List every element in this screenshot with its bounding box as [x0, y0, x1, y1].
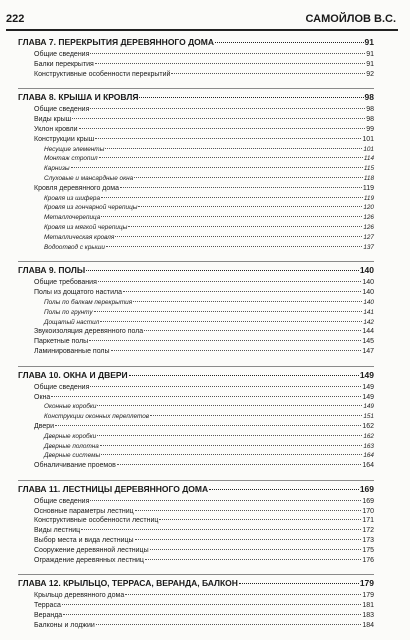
toc-subentry-text: Несущие элементы: [44, 145, 105, 153]
toc-subentry[interactable]: [18, 145, 374, 155]
toc-entry-text: Звукоизоляция деревянного пола: [34, 328, 144, 336]
toc-entry[interactable]: [18, 591, 374, 601]
toc-entry-text: Конструктивные особенности лестниц: [34, 517, 159, 525]
toc-subentry-text: Дощатый настил: [44, 318, 100, 326]
page-ref: 184: [362, 621, 374, 629]
dot-leader: [79, 128, 366, 129]
toc-subentry[interactable]: [18, 442, 374, 452]
chapter-title-text: ГЛАВА 10. ОКНА И ДВЕРИ: [18, 369, 128, 380]
page-ref: 120: [363, 204, 374, 212]
page-ref: 144: [362, 328, 374, 336]
toc-entry[interactable]: [18, 347, 374, 357]
toc-entry-text: Общие сведения: [34, 51, 90, 58]
page-ref: 164: [363, 452, 374, 460]
dot-leader: [120, 187, 362, 188]
toc-subentry[interactable]: [18, 194, 374, 204]
toc-entry[interactable]: [18, 497, 374, 507]
page-ref: 151: [363, 413, 374, 421]
chapter-section: [18, 36, 374, 79]
page-ref: 91: [366, 60, 374, 68]
dot-leader: [215, 42, 364, 43]
dot-leader: [134, 177, 363, 178]
page-ref: 115: [363, 165, 374, 173]
toc-entry[interactable]: [18, 60, 374, 70]
toc-entry-text: Общие требования: [34, 279, 97, 287]
page-ref: 140: [362, 279, 374, 287]
toc-entry-text: Веранда: [34, 612, 63, 620]
toc-subentry-text: Кровля из мягкой черепицы: [44, 223, 128, 231]
dot-leader: [150, 415, 362, 416]
toc-subentry[interactable]: [18, 213, 374, 223]
dot-leader: [89, 340, 361, 341]
toc-subentry-text: Карнизы: [44, 165, 70, 173]
dot-leader: [145, 559, 361, 560]
chapter-title-text: ГЛАВА 7. ПЕРЕКРЫТИЯ ДЕРЕВЯННОГО ДОМА: [18, 37, 214, 47]
page-ref: 179: [359, 578, 374, 589]
toc-entry[interactable]: [18, 383, 374, 393]
toc-subentry[interactable]: [18, 164, 374, 174]
page-ref: 140: [362, 289, 374, 297]
page-ref: 140: [359, 265, 374, 276]
toc-entry[interactable]: [18, 135, 374, 145]
toc-subentry-text: Дверные системы: [44, 452, 101, 460]
toc-entry[interactable]: [18, 393, 374, 403]
toc-entry-text: Общие сведения: [34, 383, 90, 391]
toc-entry-text: Балки перекрытия: [34, 60, 94, 68]
dot-leader: [138, 206, 362, 207]
chapter-title[interactable]: [18, 577, 374, 590]
page-ref: 171: [362, 517, 374, 525]
toc-entry[interactable]: [18, 461, 374, 471]
dot-leader: [55, 425, 361, 426]
dot-leader: [99, 157, 363, 158]
toc-entry-text: Основные параметры лестниц: [34, 507, 134, 515]
dot-leader: [51, 396, 361, 397]
dot-leader: [144, 330, 361, 331]
chapter-title[interactable]: [18, 36, 374, 49]
toc-subentry[interactable]: [18, 451, 374, 461]
dot-leader: [81, 529, 361, 530]
dot-leader: [90, 386, 361, 387]
dot-leader: [71, 167, 363, 168]
toc-entry[interactable]: [18, 50, 374, 60]
dot-leader: [117, 464, 362, 465]
page-ref: 169: [362, 497, 374, 505]
toc-entry[interactable]: [18, 536, 374, 546]
toc-entry[interactable]: [18, 184, 374, 194]
toc-entry[interactable]: [18, 125, 374, 135]
toc-entry[interactable]: [18, 327, 374, 337]
toc-subentry[interactable]: [18, 318, 374, 328]
page-ref: 145: [362, 338, 374, 346]
chapter-title-text: ГЛАВА 8. КРЫША И КРОВЛЯ: [18, 92, 139, 103]
dot-leader: [97, 405, 362, 406]
toc-entry-text: Окна: [34, 393, 51, 401]
dot-leader: [95, 63, 365, 64]
dot-leader: [209, 489, 359, 490]
toc-entry[interactable]: [18, 611, 374, 621]
toc-entry-text: Паркетные полы: [34, 338, 89, 346]
page-ref: 149: [362, 383, 374, 391]
dot-leader: [139, 97, 363, 98]
chapter-title[interactable]: [18, 369, 374, 382]
toc-entry-text: Уклон кровли: [34, 125, 78, 133]
dot-leader: [129, 375, 359, 376]
page-ref: 176: [362, 556, 374, 564]
page-ref: 119: [362, 184, 374, 192]
dot-leader: [86, 270, 359, 271]
toc-entry[interactable]: [18, 422, 374, 432]
toc-entry[interactable]: [18, 621, 374, 631]
toc-entry-text: Виды крыш: [34, 116, 72, 124]
toc-entry-text: Полы из дощатого настила: [34, 289, 122, 297]
toc-subentry[interactable]: [18, 308, 374, 318]
dot-leader: [101, 454, 362, 455]
dot-leader: [135, 539, 362, 540]
page-ref: 147: [362, 347, 374, 355]
toc-entry-text: Ламинированные полы: [34, 347, 110, 355]
page-ref: 162: [363, 432, 374, 440]
toc-subentry[interactable]: [18, 412, 374, 422]
dot-leader: [100, 445, 362, 446]
dot-leader: [94, 311, 363, 312]
toc-entry[interactable]: [18, 556, 374, 566]
toc-subentry[interactable]: [18, 154, 374, 164]
toc-entry[interactable]: [18, 288, 374, 298]
toc-entry-text: Общие сведения: [34, 106, 90, 114]
dot-leader: [239, 583, 359, 584]
page-ref: 126: [363, 223, 374, 231]
chapter-section: [18, 366, 374, 471]
dot-leader: [96, 624, 362, 625]
dot-leader: [98, 281, 361, 282]
page-ref: 98: [364, 92, 374, 103]
chapter-title-text: ГЛАВА 9. ПОЛЫ: [18, 265, 86, 276]
page-ref: 137: [363, 243, 374, 251]
toc-entry-text: Конструкции крыш: [34, 135, 95, 143]
page-ref: 91: [366, 51, 374, 58]
dot-leader: [72, 118, 365, 119]
toc-subentry-text: Кровля из шифера: [44, 194, 101, 202]
toc-entry[interactable]: [18, 526, 374, 536]
chapter-section: [18, 574, 374, 630]
toc-entry-text: Двери: [34, 422, 55, 430]
toc-entry-text: Сооружение деревянной лестницы: [34, 546, 149, 554]
dot-leader: [111, 350, 362, 351]
dot-leader: [105, 148, 362, 149]
dot-leader: [115, 236, 362, 237]
chapter-section: [18, 261, 374, 356]
toc-subentry[interactable]: [18, 243, 374, 253]
page-ref: 92: [366, 70, 374, 78]
toc-entry-text: Выбор места и вида лестницы: [34, 537, 134, 545]
dot-leader: [133, 301, 362, 302]
dot-leader: [101, 216, 362, 217]
page-ref: 101: [362, 135, 374, 143]
toc-subentry[interactable]: [18, 432, 374, 442]
dot-leader: [90, 500, 361, 501]
page-ref: 127: [363, 233, 374, 241]
toc-entry[interactable]: [18, 278, 374, 288]
page-ref: 91: [364, 37, 374, 47]
toc-subentry-text: Оконные коробки: [44, 403, 97, 411]
toc-subentry-text: Полы по грунту: [44, 308, 93, 316]
page-ref: 169: [359, 483, 374, 494]
toc-subentry-text: Металлочерепица: [44, 214, 101, 222]
toc-entry-text: Ограждение деревянных лестниц: [34, 556, 144, 564]
page-number: 222: [6, 13, 25, 25]
page-ref: 101: [363, 145, 374, 153]
toc-subentry-text: Полы по балкам перекрытия: [44, 298, 133, 306]
page-ref: 172: [362, 527, 374, 535]
chapter-title-text: ГЛАВА 12. КРЫЛЬЦО, ТЕРРАСА, ВЕРАНДА, БАЛКОН: [18, 578, 238, 589]
page-ref: 163: [363, 442, 374, 450]
toc-entry-text: Обналичивание проемов: [34, 462, 116, 470]
page-ref: 140: [363, 298, 374, 306]
toc-subentry-text: Дверные коробки: [44, 432, 97, 440]
page-ref: 179: [362, 592, 374, 600]
toc-subentry-text: Металлическая кровля: [44, 233, 115, 241]
toc-entry-text: Крыльцо деревянного дома: [34, 592, 125, 600]
page-ref: 173: [362, 537, 374, 545]
toc-entry-text: Конструктивные особенности перекрытий: [34, 70, 171, 78]
chapter-section: [18, 480, 374, 566]
page-ref: 126: [363, 214, 374, 222]
page-header: [6, 13, 398, 31]
toc-subentry-text: Монтаж стропил: [44, 155, 98, 163]
page-ref: 98: [366, 106, 374, 114]
dot-leader: [150, 549, 362, 550]
dot-leader: [123, 291, 361, 292]
toc-entry-text: Терраса: [34, 602, 61, 610]
dot-leader: [135, 510, 362, 511]
page-ref: 149: [363, 403, 374, 411]
dot-leader: [95, 138, 361, 139]
page-ref: 175: [362, 546, 374, 554]
page-ref: 142: [363, 318, 374, 326]
dot-leader: [63, 614, 361, 615]
chapter-section: [18, 88, 374, 252]
toc-entry-text: Общие сведения: [34, 497, 90, 505]
dot-leader: [97, 435, 362, 436]
toc-entry[interactable]: [18, 507, 374, 517]
dot-leader: [90, 108, 365, 109]
page-ref: 118: [363, 174, 374, 182]
dot-leader: [100, 321, 362, 322]
toc-entry[interactable]: [18, 115, 374, 125]
toc-entry[interactable]: [18, 546, 374, 556]
page-ref: 164: [362, 462, 374, 470]
page-ref: 149: [362, 393, 374, 401]
toc-subentry[interactable]: [18, 203, 374, 213]
dot-leader: [171, 73, 365, 74]
page-ref: 98: [366, 116, 374, 124]
dot-leader: [62, 604, 361, 605]
page-ref: 114: [363, 155, 374, 163]
toc-entry[interactable]: [18, 601, 374, 611]
chapter-title[interactable]: [18, 264, 374, 277]
page-ref: 99: [366, 125, 374, 133]
toc-entry[interactable]: [18, 105, 374, 115]
dot-leader: [128, 226, 362, 227]
chapter-title[interactable]: [18, 91, 374, 104]
toc-subentry-text: Водоотвод с крыши: [44, 243, 105, 251]
toc-entry-text: Виды лестниц: [34, 527, 81, 535]
page-ref: 141: [363, 308, 374, 316]
toc-subentry[interactable]: [18, 233, 374, 243]
dot-leader: [90, 53, 365, 54]
page-ref: 170: [362, 507, 374, 515]
toc-subentry[interactable]: [18, 223, 374, 233]
toc-entry-text: Кровля деревянного дома: [34, 184, 119, 192]
chapter-title-text: ГЛАВА 11. ЛЕСТНИЦЫ ДЕРЕВЯННОГО ДОМА: [18, 483, 209, 494]
dot-leader: [125, 594, 361, 595]
dot-leader: [159, 519, 361, 520]
page-ref: 181: [362, 602, 374, 610]
toc-subentry[interactable]: [18, 402, 374, 412]
page-ref: 149: [359, 369, 374, 380]
toc-entry[interactable]: [18, 516, 374, 526]
toc-entry-text: Балконы и лоджии: [34, 621, 95, 629]
toc-subentry-text: Конструкции оконных переплетов: [44, 413, 150, 421]
toc-subentry-text: Дверные полотна: [44, 442, 99, 450]
dot-leader: [106, 246, 362, 247]
page-ref: 119: [363, 194, 374, 202]
running-head: САМОЙЛОВ В.С.: [305, 13, 396, 25]
page-ref: 183: [362, 612, 374, 620]
toc-subentry-text: Слуховые и мансардные окна: [44, 174, 134, 182]
table-of-contents: [18, 36, 374, 640]
chapter-title[interactable]: [18, 483, 374, 496]
toc-entry[interactable]: [18, 70, 374, 80]
toc-subentry[interactable]: [18, 174, 374, 184]
toc-subentry-text: Кровля из гончарной черепицы: [44, 204, 138, 212]
page-ref: 162: [362, 422, 374, 430]
toc-entry[interactable]: [18, 337, 374, 347]
dot-leader: [101, 197, 363, 198]
toc-subentry[interactable]: [18, 298, 374, 308]
